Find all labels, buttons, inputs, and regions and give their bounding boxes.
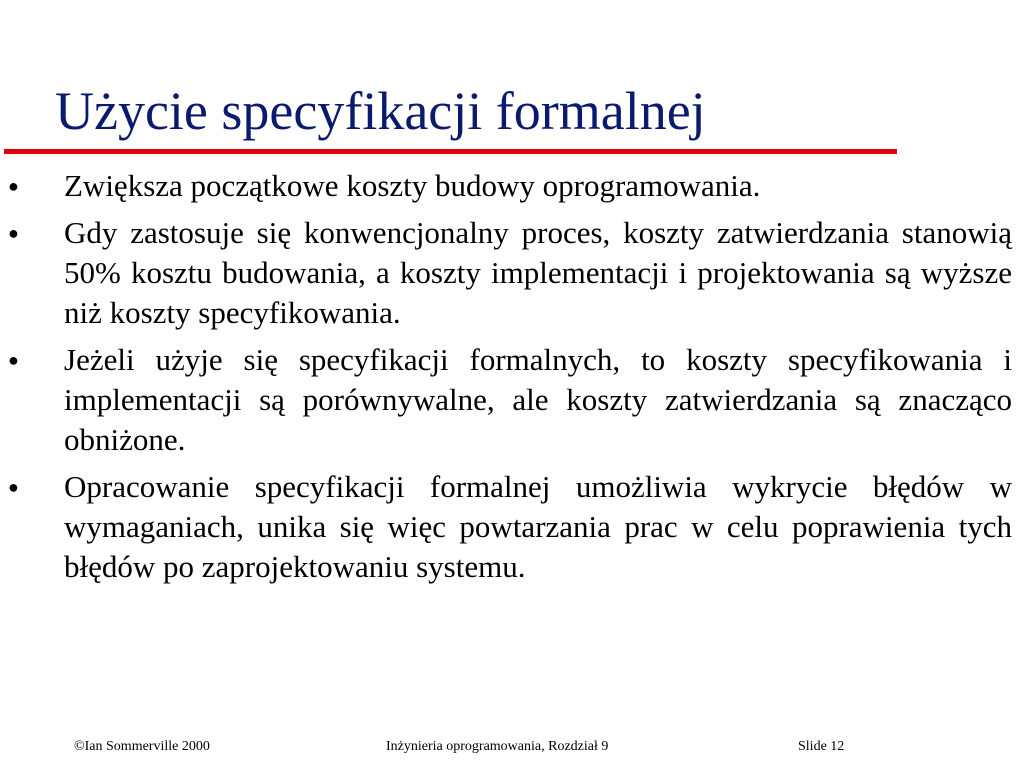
footer-slide-number: Slide 12 xyxy=(798,739,845,754)
title-underline-rule xyxy=(4,149,897,154)
bullet-item xyxy=(0,340,1024,460)
bullet-text: Gdy zastosuje się konwencjonalny proces, koszty zatwierdzania stanowią 50% kosztu budowania, a koszty implementacji i projektowania są wyższe niż koszty specyfikowania. xyxy=(64,215,1012,330)
bullet-text: Opracowanie specyfikacji formalnej umożliwia wykrycie błędów w wymaganiach, unika się więc powtarzania prac w celu poprawienia tych błędów po zaprojektowaniu systemu. xyxy=(64,469,1012,584)
bullet-list xyxy=(0,166,1024,594)
bullet-item xyxy=(0,467,1024,587)
bullet-dot-icon: ● xyxy=(8,223,19,243)
footer-copyright: ©Ian Sommerville 2000 xyxy=(74,739,210,754)
bullet-text: Jeżeli użyje się specyfikacji formalnych, to koszty specyfikowania i implementacji są porównywalne, ale koszty zatwierdzania są znacząco obniżone. xyxy=(64,342,1012,457)
bullet-item xyxy=(0,213,1024,333)
bullet-dot-icon: ● xyxy=(8,477,19,497)
bullet-text: Zwiększa początkowe koszty budowy oprogramowania. xyxy=(64,168,761,203)
bullet-dot-icon: ● xyxy=(8,176,19,196)
bullet-item xyxy=(0,166,1024,206)
slide-title: Użycie specyfikacji formalnej xyxy=(55,81,706,141)
bullet-dot-icon: ● xyxy=(8,350,19,370)
footer-course: Inżynieria oprogramowania, Rozdział 9 xyxy=(386,739,609,754)
